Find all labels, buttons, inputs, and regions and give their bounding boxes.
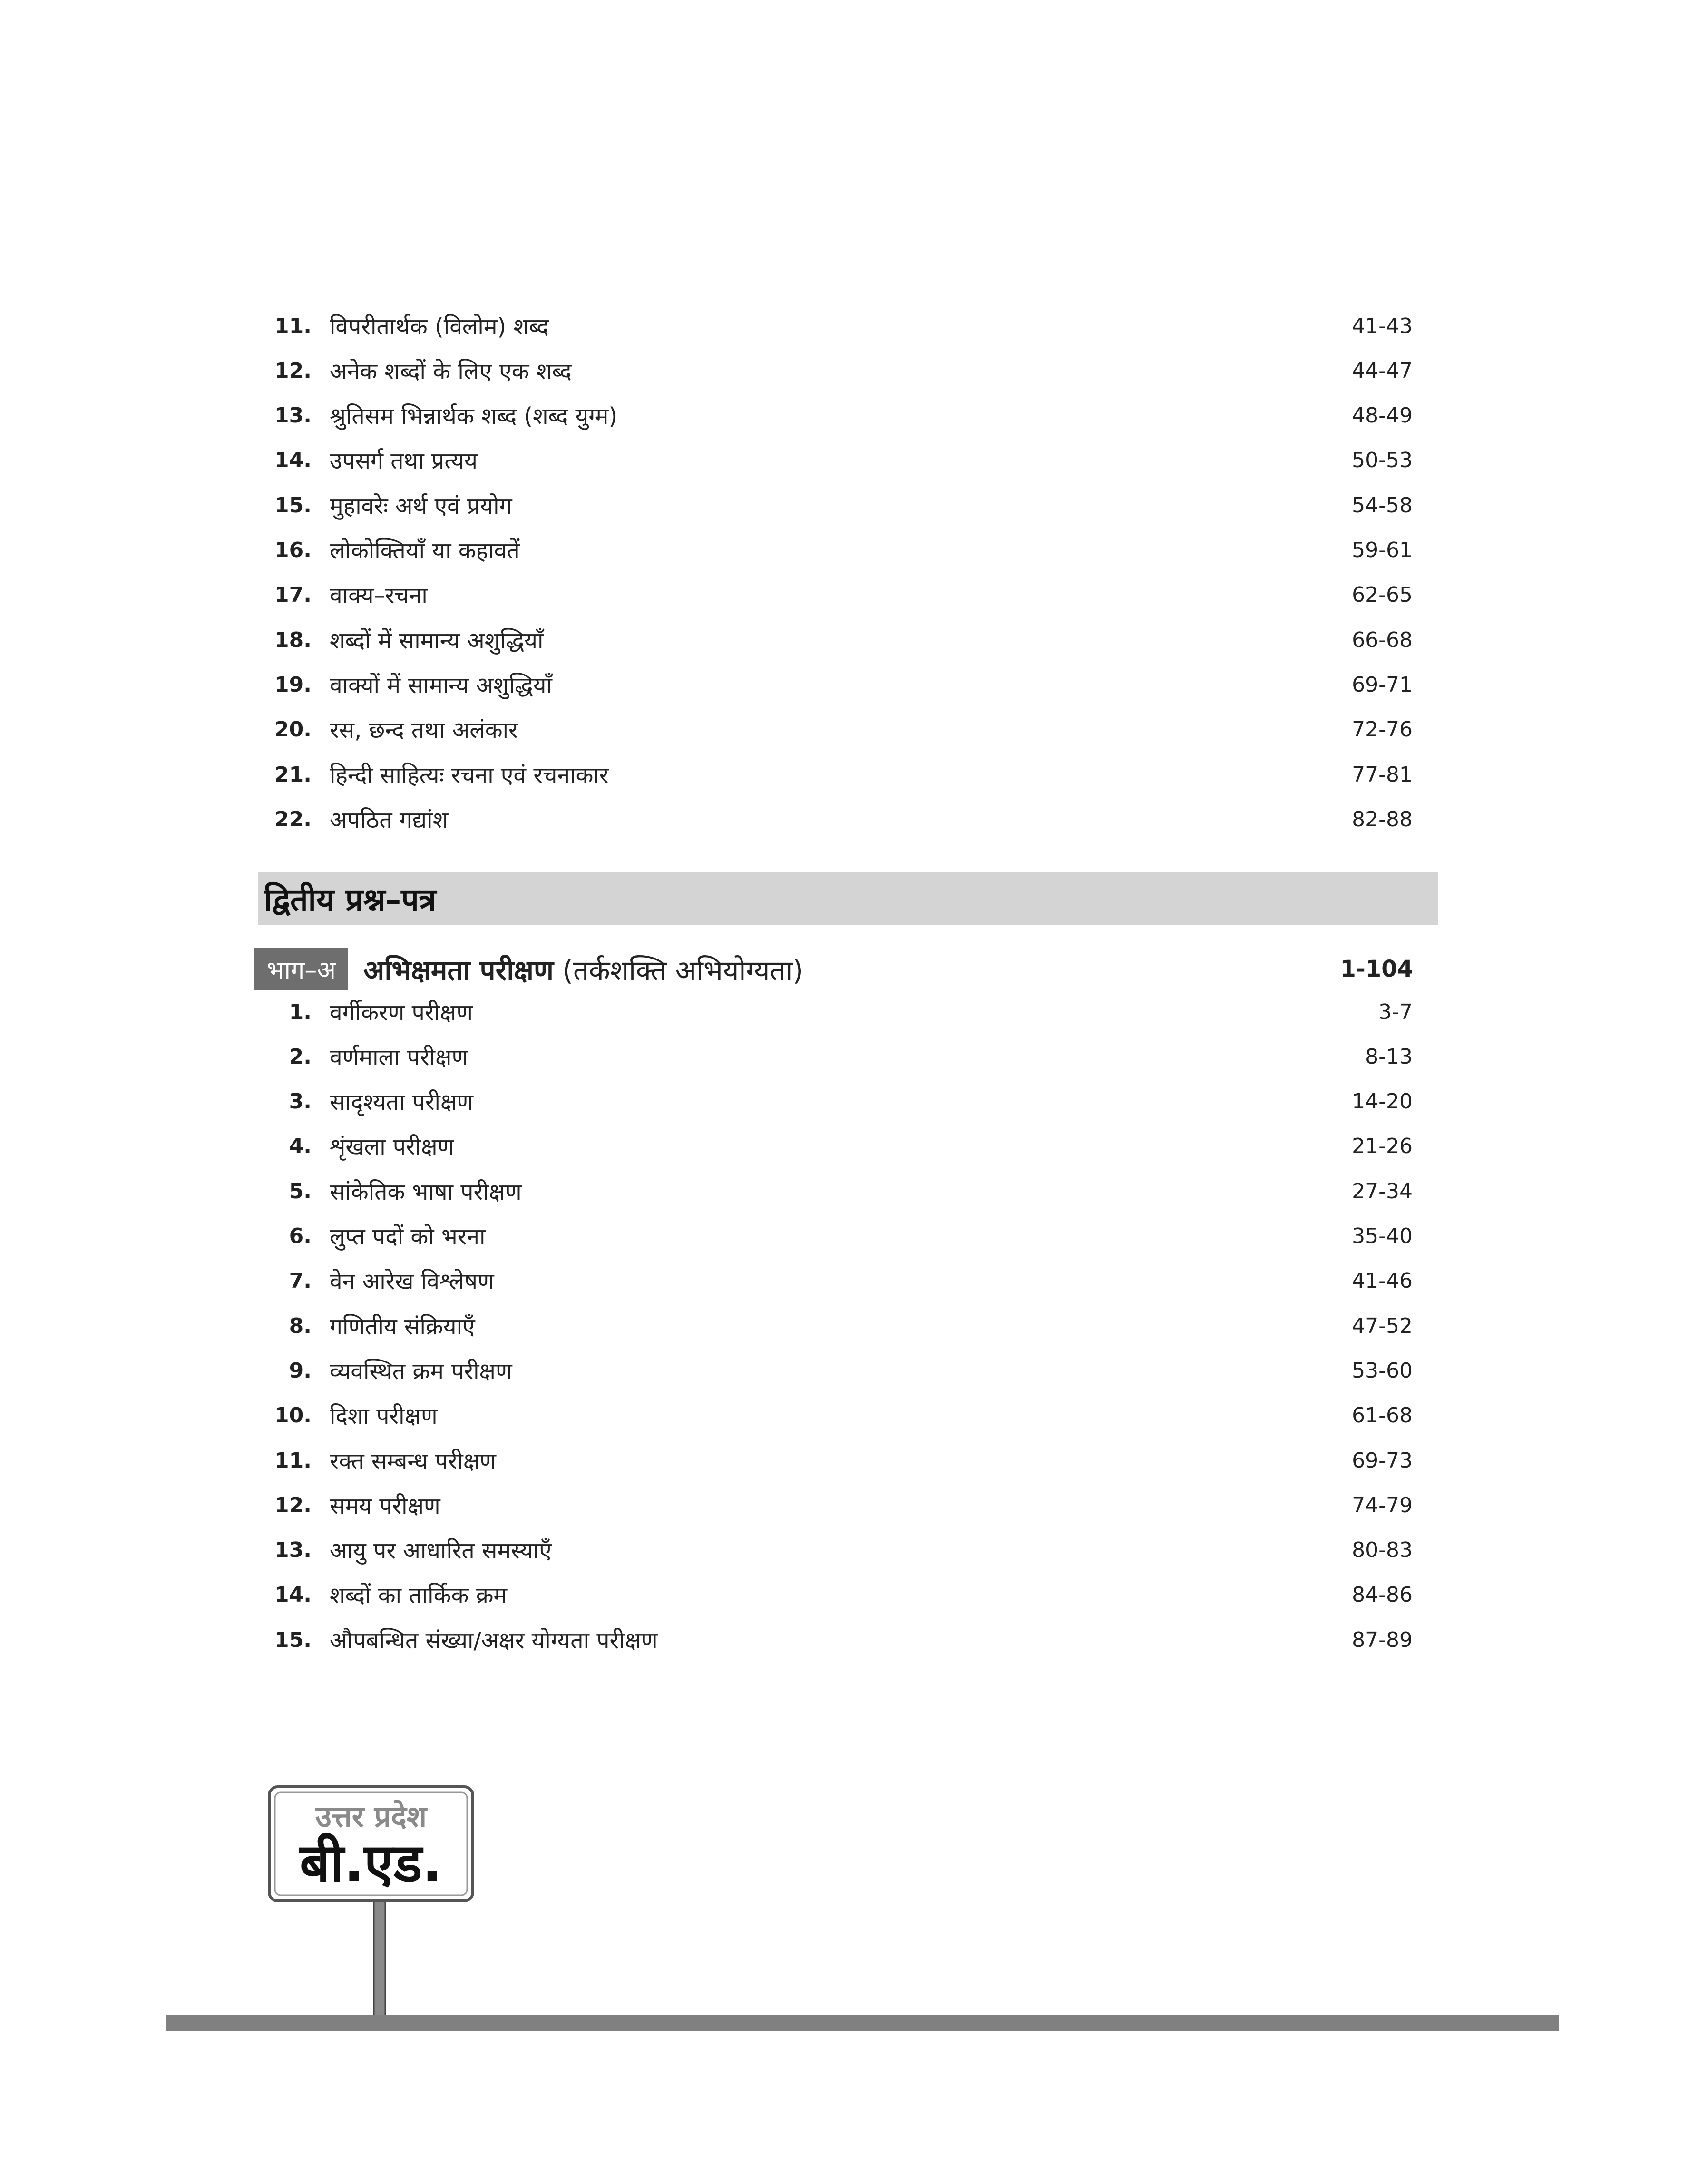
entry-title: मुहावरेः अर्थ एवं प्रयोग [330,492,512,519]
entry-number: 11. [274,313,312,338]
entry-title: व्यवस्थित क्रम परीक्षण [330,1358,512,1385]
entry-number: 17. [274,583,312,607]
entry-number: 3. [289,1089,312,1114]
entry-title: शृंखला परीक्षण [330,1134,454,1161]
entry-title: अनेक शब्दों के लिए एक शब्द [330,358,572,385]
entry-title: श्रुतिसम भिन्नार्थक शब्द (शब्द युग्म) [330,403,618,430]
entry-pages: 87-89 [1352,1627,1413,1652]
entry-title: दिशा परीक्षण [330,1403,438,1430]
toc-entry [257,708,1413,751]
toc-entry [257,484,1413,527]
entry-pages: 74-79 [1352,1493,1413,1517]
entry-number: 5. [289,1179,312,1204]
logo-text-state: उत्तर प्रदेश [315,1799,427,1834]
entry-number: 13. [274,403,312,428]
entry-title: हिन्दी साहित्यः रचना एवं रचनाकार [330,762,609,789]
entry-pages: 27-34 [1352,1179,1413,1204]
up-bed-signboard-logo [266,1784,476,2031]
entry-number: 6. [289,1224,312,1248]
toc-entry [257,1574,1413,1616]
entry-title: लुप्त पदों को भरना [330,1224,486,1250]
entry-pages: 41-43 [1352,313,1413,338]
entry-title: शब्दों में सामान्य अशुद्धियाँ [330,627,544,654]
toc-entry [257,1394,1413,1437]
entry-title: रक्त सम्बन्ध परीक्षण [330,1448,496,1475]
entry-pages: 69-73 [1352,1448,1413,1473]
entry-pages: 53-60 [1352,1358,1413,1383]
toc-entry [257,663,1413,706]
toc-entry [257,1260,1413,1302]
toc-entry [257,304,1413,347]
entry-number: 4. [289,1134,312,1159]
entry-pages: 3-7 [1378,999,1413,1024]
toc-entry [257,1080,1413,1123]
entry-pages: 80-83 [1352,1538,1413,1563]
section-heading [258,872,1438,925]
part-title-main: अभिक्षमता परीक्षण [363,954,554,987]
toc-entry [257,349,1413,392]
toc-entry [257,1439,1413,1482]
toc-entry [257,1170,1413,1213]
entry-title: अपठित गद्यांश [330,806,449,833]
entry-number: 8. [289,1313,312,1338]
entry-title: शब्दों का तार्किक क्रम [330,1582,508,1609]
entry-title: सांकेतिक भाषा परीक्षण [330,1178,522,1205]
entry-pages: 54-58 [1352,493,1413,518]
toc-entry [257,990,1413,1033]
entry-number: 12. [274,1493,312,1517]
entry-number: 13. [274,1538,312,1563]
entry-number: 15. [274,1627,312,1652]
entry-number: 10. [274,1403,312,1428]
entry-pages: 82-88 [1352,807,1413,832]
part-heading [254,948,1413,990]
entry-pages: 62-65 [1352,583,1413,607]
toc-entry [257,574,1413,617]
entry-title: आयु पर आधारित समस्याएँ [330,1537,552,1565]
entry-pages: 47-52 [1352,1313,1413,1338]
part-pages: 1-104 [1340,956,1413,982]
entry-number: 22. [274,807,312,832]
entry-title: औपबन्धित संख्या/अक्षर योग्यता परीक्षण [330,1627,658,1654]
entry-pages: 48-49 [1352,403,1413,428]
entry-number: 16. [274,538,312,562]
footer-bar [166,2015,1559,2031]
toc-entry [257,1125,1413,1168]
toc-entry [257,529,1413,572]
entry-number: 7. [289,1269,312,1293]
entry-pages: 35-40 [1352,1224,1413,1248]
entry-title: वाक्य–रचना [330,582,428,609]
entry-number: 18. [274,627,312,652]
entry-pages: 84-86 [1352,1583,1413,1607]
toc-entry [257,753,1413,796]
toc-entry [257,1304,1413,1347]
entry-pages: 72-76 [1352,717,1413,742]
entry-number: 15. [274,493,312,518]
entry-title: लोकोक्तियाँ या कहावतें [330,538,520,564]
entry-number: 12. [274,358,312,383]
entry-pages: 41-46 [1352,1269,1413,1293]
entry-pages: 44-47 [1352,358,1413,383]
entry-title: रस, छन्द तथा अलंकार [330,717,518,744]
entry-title: उपसर्ग तथा प्रत्यय [330,448,478,475]
logo-text-course: बी.एड. [300,1832,442,1894]
toc-entry [257,439,1413,482]
entry-pages: 66-68 [1352,627,1413,652]
toc-entry [257,1484,1413,1527]
toc-entry [257,798,1413,841]
toc-entry [257,1215,1413,1258]
toc-entry [257,618,1413,661]
part-tag: भाग–अ [254,948,348,990]
entry-title: वेन आरेख विश्लेषण [330,1268,494,1295]
toc-entry [257,1529,1413,1572]
entry-pages: 14-20 [1352,1089,1413,1114]
entry-pages: 59-61 [1352,538,1413,562]
entry-number: 21. [274,762,312,787]
entry-title: वर्गीकरण परीक्षण [330,999,473,1026]
toc-entry [257,1035,1413,1078]
entry-number: 2. [289,1044,312,1069]
entry-pages: 77-81 [1352,762,1413,787]
part-title-sub: (तर्कशक्ति अभियोग्यता) [553,954,804,987]
entry-pages: 61-68 [1352,1403,1413,1428]
entry-number: 14. [274,448,312,473]
entry-number: 9. [289,1358,312,1383]
entry-pages: 8-13 [1365,1044,1413,1069]
entry-number: 19. [274,672,312,697]
entry-number: 14. [274,1583,312,1607]
toc-entry [257,394,1413,437]
entry-title: विपरीतार्थक (विलोम) शब्द [330,313,549,340]
entry-title: गणितीय संक्रियाएँ [330,1313,475,1340]
entry-title: सादृश्यता परीक्षण [330,1089,474,1116]
entry-number: 1. [289,999,312,1024]
entry-number: 11. [274,1448,312,1473]
part-title [363,950,1340,988]
entry-title: वर्णमाला परीक्षण [330,1044,468,1071]
section-title: द्वितीय प्रश्न–पत्र [264,881,437,918]
entry-pages: 69-71 [1352,672,1413,697]
entry-number: 20. [274,717,312,742]
toc-entry [257,1349,1413,1392]
entry-pages: 21-26 [1352,1134,1413,1159]
entry-pages: 50-53 [1352,448,1413,473]
entry-title: वाक्यों में सामान्य अशुद्धियाँ [330,672,552,699]
toc-entry [257,1618,1413,1661]
entry-title: समय परीक्षण [330,1492,440,1519]
